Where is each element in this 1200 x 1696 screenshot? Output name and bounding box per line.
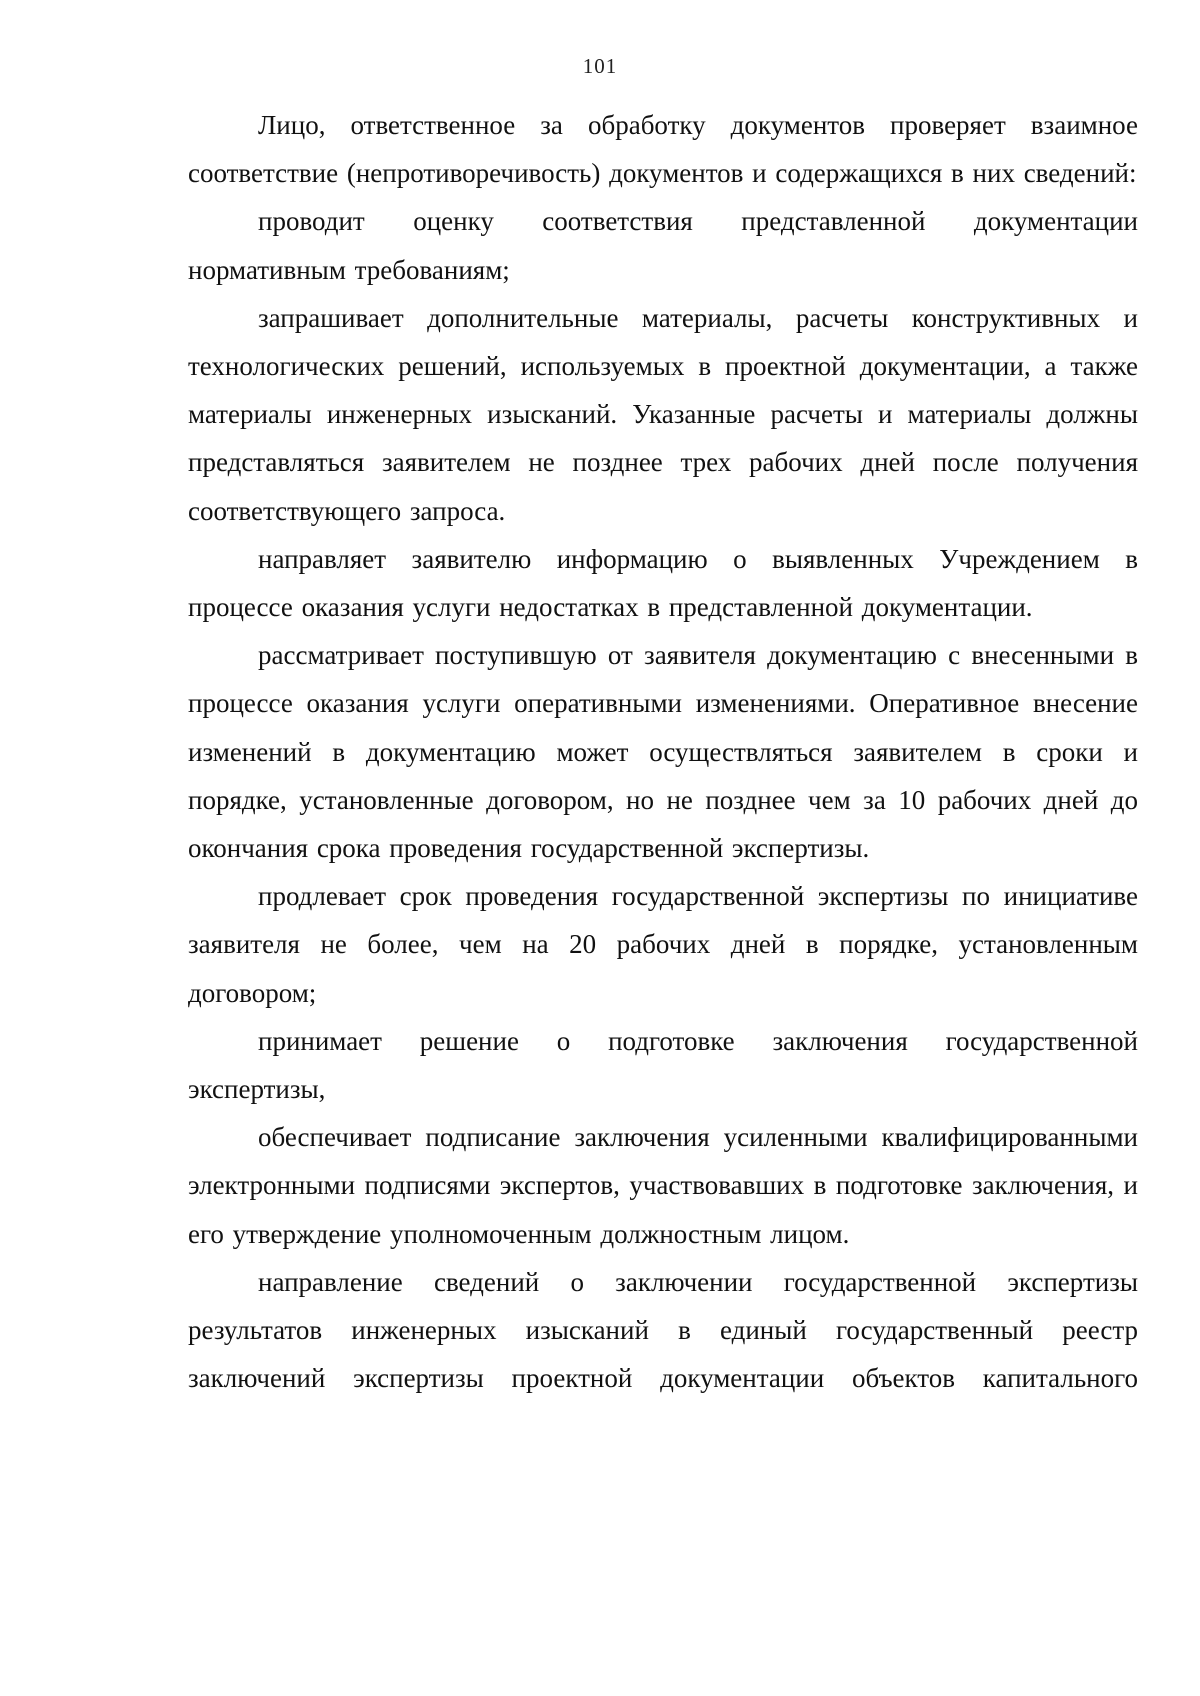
paragraph-decision: принимает решение о подготовке заключения государственной экспертизы, (188, 1025, 1138, 1105)
paragraph-registry-submission: направление сведений о заключении государственной экспертизы результатов инженерных изысканий в единый государственный реестр заключений экспертизы проектной документации объектов капитального (188, 1266, 1138, 1394)
paragraph-extend-term: продлевает срок проведения государственной экспертизы по инициативе заявителя не более, чем на 20 рабочих дней в порядке, установленным договором; (188, 881, 1138, 1008)
paragraph-conformity-assessment: проводит оценку соответствия представленной документации нормативным требованиям; (188, 206, 1138, 285)
paragraph-send-deficiencies: направляет заявителю информацию о выявленных Учреждением в процессе оказания услуги недостатках в представленной документации. (188, 543, 1138, 623)
paragraph-review-changes: рассматривает поступившую от заявителя документацию с внесенными в процессе оказания услуги оперативными изменениями. Оперативное внесение изменений в документацию может осуществляться заявителем в сроки и порядке, установленные договором, но не позднее чем за 10 рабочих дней до окончания срока проведения государственной экспертизы. (188, 640, 1138, 864)
document-body (188, 101, 1138, 1402)
paragraph-request-materials: запрашивает дополнительные материалы, расчеты конструктивных и технологических решений, используемых в проектной документации, а также материалы инженерных изысканий. Указанные расчеты и материалы должны представляться заявителем не позднее трех рабочих дней после получения соответствующего запроса. (188, 302, 1138, 526)
paragraph-verification-intro: Лицо, ответственное за обработку документов проверяет взаимное соответствие (непротиворечивость) документов и содержащихся в них сведений: (188, 110, 1138, 189)
page-number: 101 (582, 54, 618, 78)
paragraph-signing: обеспечивает подписание заключения усиленными квалифицированными электронными подписями экспертов, участвовавших в подготовке заключения, и его утверждение уполномоченным должностным лицом. (188, 1122, 1138, 1249)
